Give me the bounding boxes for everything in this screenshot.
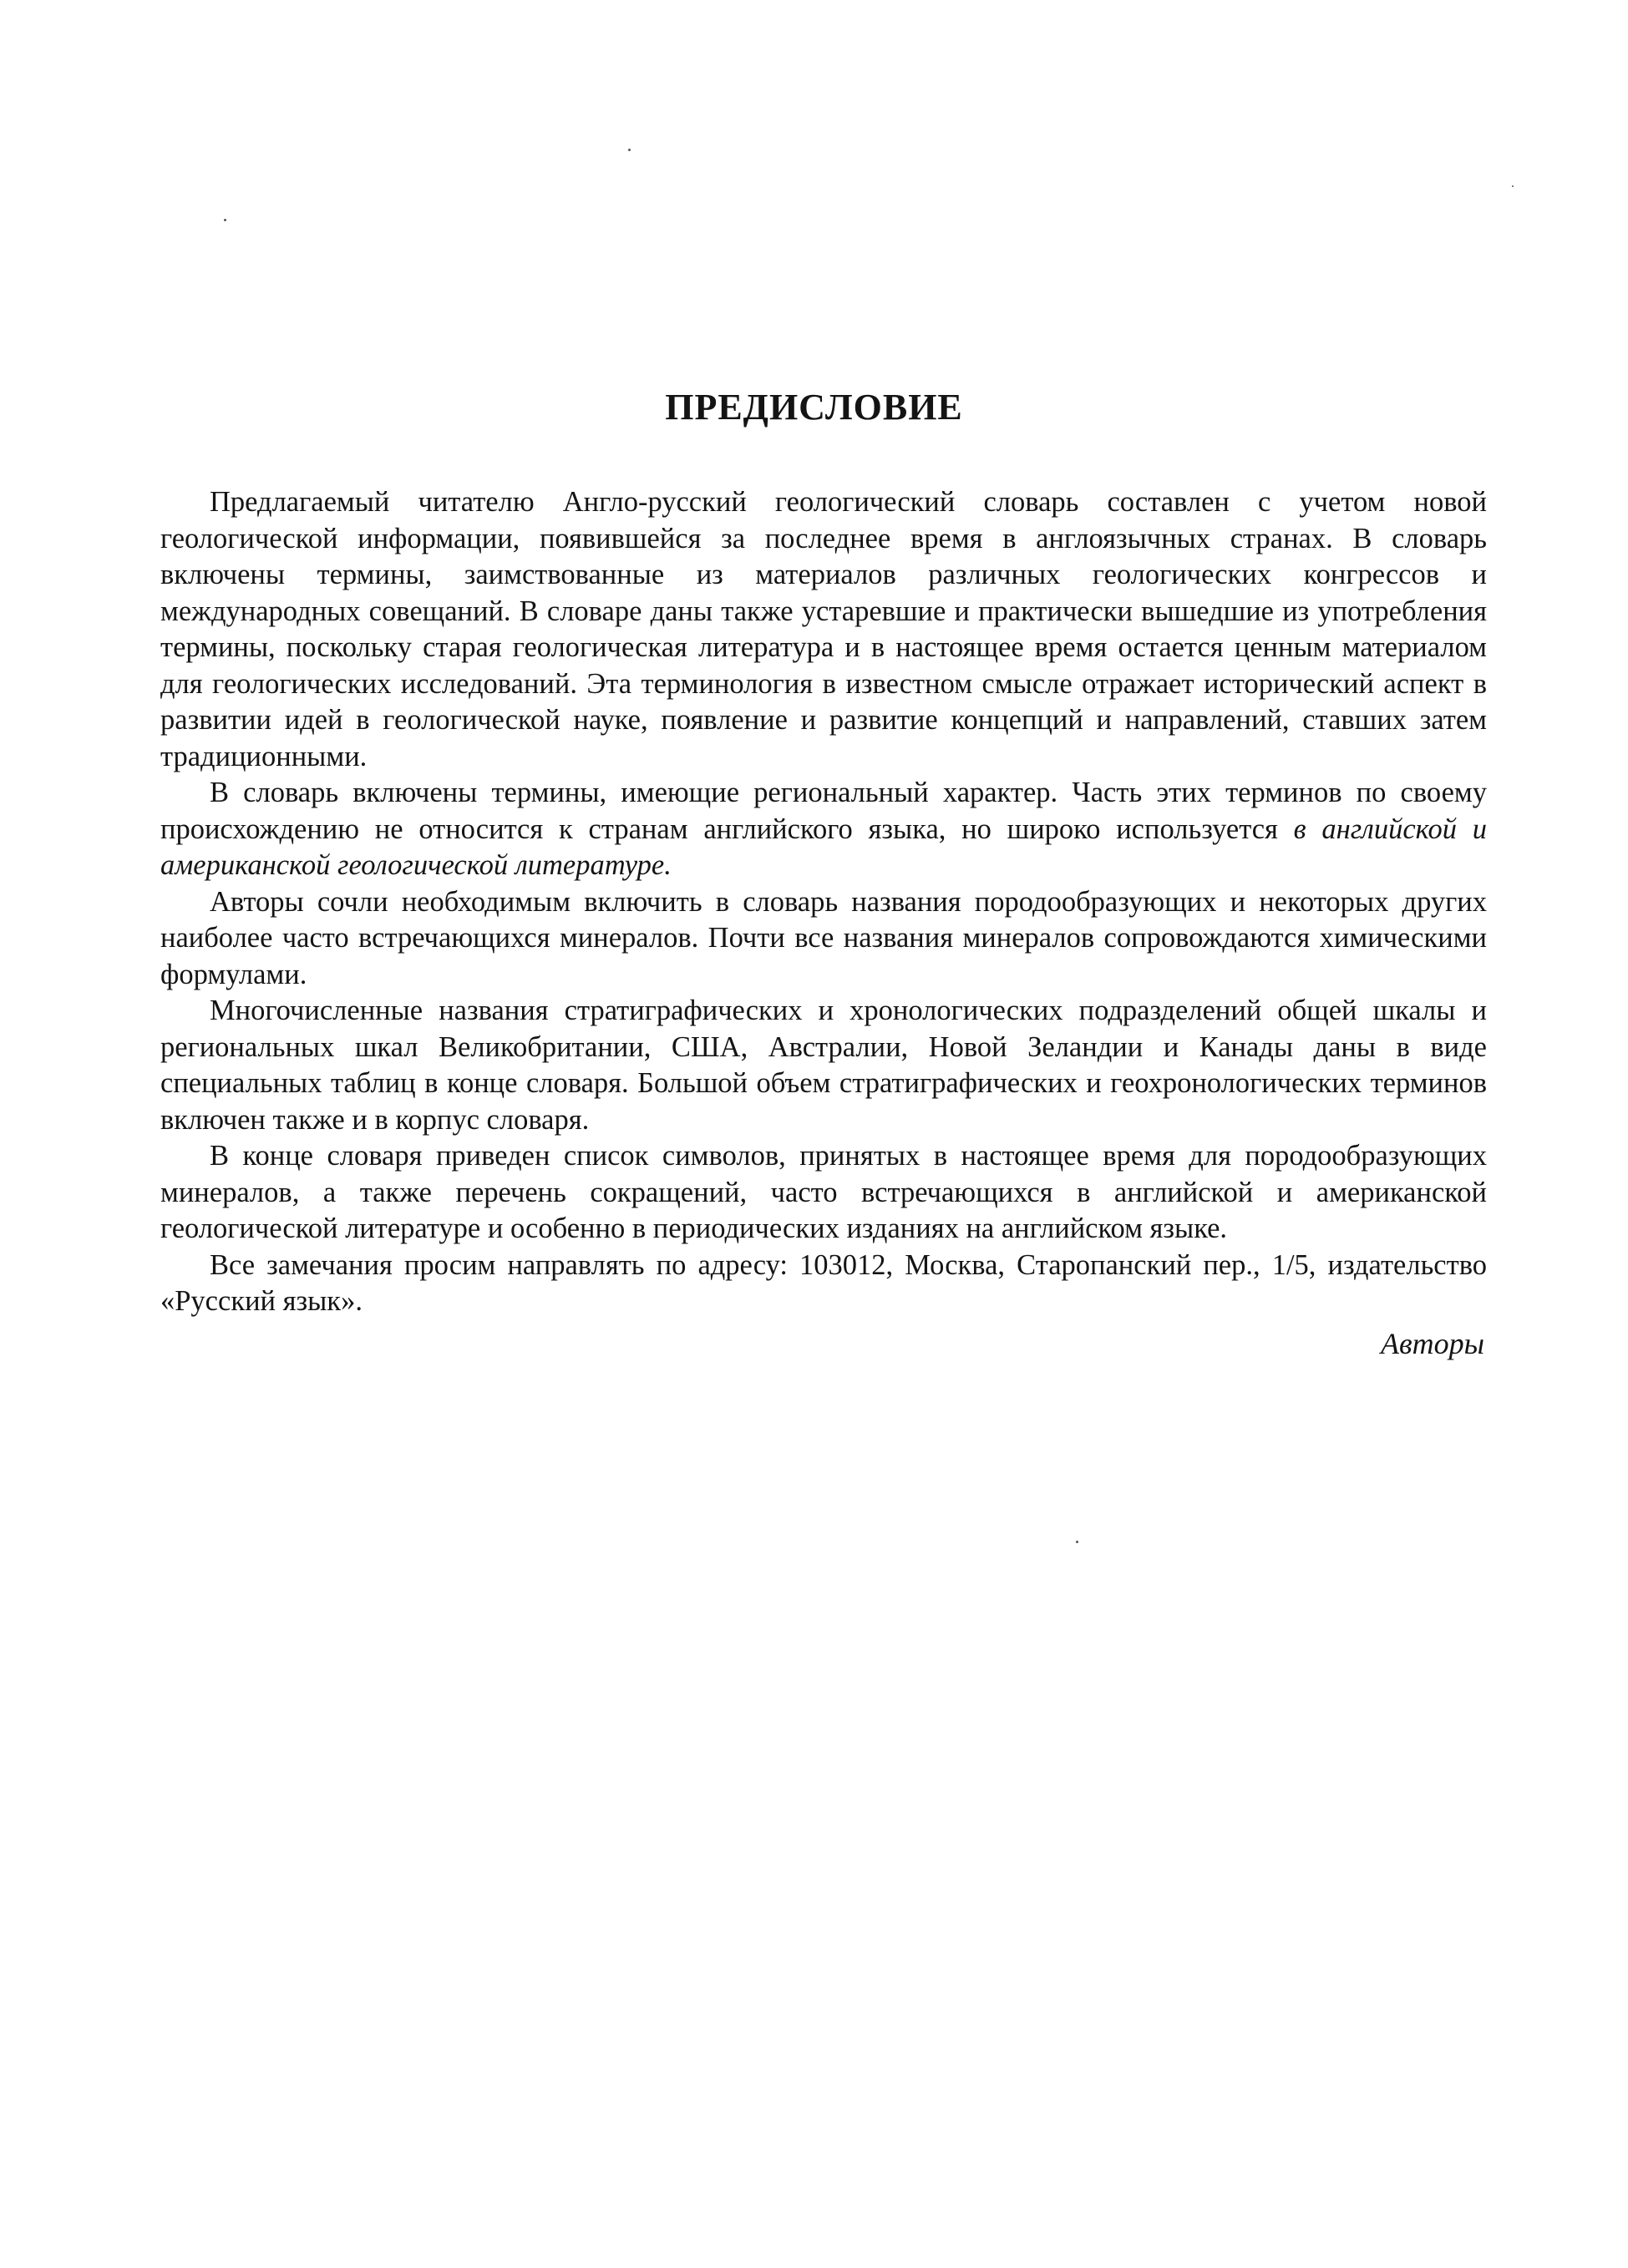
page-title: ПРЕДИСЛОВИЕ <box>665 387 963 428</box>
paragraph-2-italic: в английской и американской геологической литературе. <box>160 813 1488 881</box>
scan-speck <box>224 219 226 221</box>
signature: Авторы <box>1381 1327 1484 1360</box>
paragraph-4: Многочисленные названия стратиграфических и хронологических подразделений общей шкалы и региональных шкал Великобритании, США, Австралии, Новой Зеландии и Канады даны в виде специальных таблиц в конце словаря. Большой объем стратиграфических и геохронологических терминов включен также и в корпус словаря. <box>160 995 1487 1136</box>
paragraph-6: Все замечания просим направлять по адресу: 103012, Москва, Старопанский пер., 1/5, издательство «Русский язык». <box>160 1248 1487 1317</box>
paragraph-1: Предлагаемый читателю Англо-русский геологический словарь составлен с учетом новой геологической информации, появившейся за последнее время в англоязычных странах. В словарь включены термины, заимствованные из материалов различных геологических конгрессов и международных совещаний. В словаре даны также устаревшие и практически вышедшие из употребления термины, поскольку старая геологическая литература и в настоящее время остается ценным материалом для геологических исследований. Эта терминология в известном смысле отражает исторический аспект в развитии идей в геологической науке, появление и развитие концепций и направлений, ставших затем традиционными. <box>160 486 1487 772</box>
paragraph-5: В конце словаря приведен список символов, принятых в настоящее время для породообразующих минералов, а также перечень сокращений, часто встречающихся в английской и американской геологической литературе и особенно в периодических изданиях на английском языке. <box>160 1140 1487 1244</box>
scan-speck <box>628 149 631 151</box>
preface-body <box>160 484 1487 1320</box>
scan-speck <box>1076 1541 1078 1543</box>
paragraph-2 <box>160 775 1487 884</box>
paragraph-2-text: В словарь включены термины, имеющие региональный характер. Часть этих терминов по своему происхождению не относится к странам английского языка, но широко используется <box>160 777 1487 845</box>
paragraph-3: Авторы сочли необходимым включить в словарь названия породообразующих и некоторых других наиболее часто встречающихся минералов. Почти все названия минералов сопровождаются химическими формулами. <box>160 885 1487 990</box>
scan-speck <box>1512 185 1514 187</box>
